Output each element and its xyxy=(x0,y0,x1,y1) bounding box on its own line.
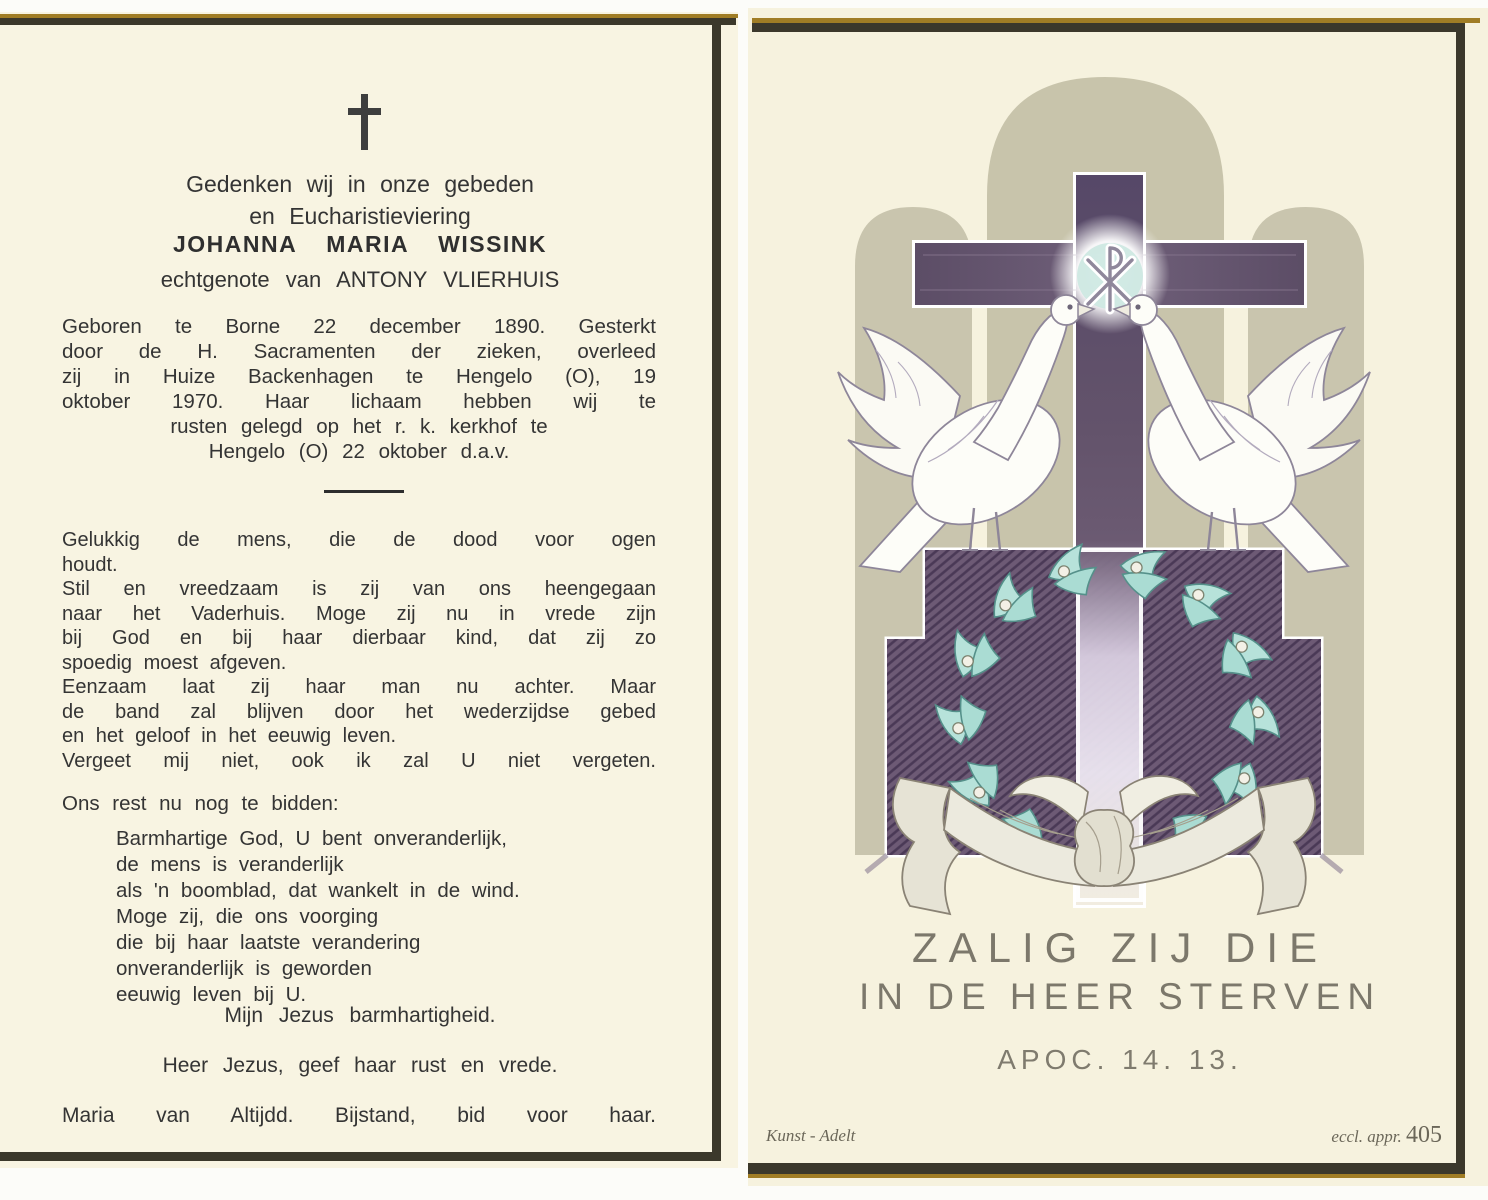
deceased-name: JOHANNA MARIA WISSINK xyxy=(172,231,548,257)
closing-line-2: Heer Jezus, geef haar rust en vrede. xyxy=(162,1054,558,1077)
text-line: Moge zij, die ons voorging xyxy=(116,905,379,928)
text-line: en het geloof in het eeuwig leven. xyxy=(62,725,396,747)
memorial-paragraph xyxy=(62,528,656,773)
card-border-bottom xyxy=(748,1163,1465,1174)
text-line: bij God en bij haar dierbaar kind, dat zij zo xyxy=(62,627,656,649)
text-line: de band zal blijven door het wederzijdse gebed xyxy=(62,700,656,723)
approval-label: eccl. appr. xyxy=(1331,1127,1402,1146)
spouse-line: echtgenote van ANTONY VLIERHUIS xyxy=(160,267,560,292)
latin-cross-icon xyxy=(344,94,384,152)
intro-line: en Eucharistieviering xyxy=(249,203,471,229)
text-line: Hengelo (O) 22 oktober d.a.v. xyxy=(208,440,510,463)
biography-paragraph xyxy=(62,314,656,464)
memorial-illustration xyxy=(748,10,1488,925)
text-line: Eenzaam laat zij haar man nu achter. Maar xyxy=(62,676,656,698)
closing-line-1: Mijn Jezus barmhartigheid. xyxy=(224,1004,496,1027)
scripture-reference: APOC. 14. 13. xyxy=(997,1044,1243,1075)
closing-line-3: Maria van Altijdd. Bijstand, bid voor haar. xyxy=(62,1104,656,1127)
text-line: Barmhartige God, U bent onveranderlijk, xyxy=(116,827,507,850)
text-line: onveranderlijk is geworden xyxy=(116,957,372,980)
text-line: oktober 1970. Haar lichaam hebben wij te xyxy=(62,390,656,413)
text-line: Gelukkig de mens, die de dood voor ogen xyxy=(62,529,656,551)
intro-text xyxy=(62,168,658,232)
text-line: spoedig moest afgeven. xyxy=(62,651,287,674)
motto-line-1: ZALIG ZIJ DIE xyxy=(911,924,1329,971)
ecclesiastical-approval xyxy=(1331,1122,1442,1149)
card-border-right xyxy=(712,18,721,1161)
section-divider xyxy=(324,490,404,493)
card-border-bottom xyxy=(0,1152,721,1161)
text-line: als 'n boomblad, dat wankelt in de wind. xyxy=(116,879,520,902)
text-line: naar het Vaderhuis. Moge zij nu in vrede zijn xyxy=(62,602,656,625)
prayer-paragraph xyxy=(116,826,661,1008)
prayer-intro: Ons rest nu nog te bidden: xyxy=(62,792,339,815)
card-border-top xyxy=(0,18,736,25)
text-line: houdt. xyxy=(62,553,118,576)
text-line: de mens is veranderlijk xyxy=(116,853,344,876)
approval-number: 405 xyxy=(1406,1122,1442,1148)
motto-line-2: IN DE HEER STERVEN xyxy=(858,976,1382,1017)
text-line: eeuwig leven bij U. xyxy=(116,983,307,1006)
intro-line: Gedenken wij in onze gebeden xyxy=(186,171,534,197)
text-line: Stil en vreedzaam is zij van ons heengegaan xyxy=(62,578,656,600)
card-gilt-edge xyxy=(748,1174,1465,1178)
text-line: Vergeet mij niet, ook ik zal U niet vergeten. xyxy=(62,749,656,772)
text-line: rusten gelegd op het r. k. kerkhof te xyxy=(170,415,548,438)
publisher-credit: Kunst - Adelt xyxy=(766,1126,856,1145)
text-line: die bij haar laatste verandering xyxy=(116,931,421,954)
text-line: zij in Huize Backenhagen te Hengelo (O), 19 xyxy=(62,365,656,388)
text-line: door de H. Sacramenten der zieken, overleed xyxy=(62,340,656,363)
text-line: Geboren te Borne 22 december 1890. Gesterkt xyxy=(62,315,656,338)
